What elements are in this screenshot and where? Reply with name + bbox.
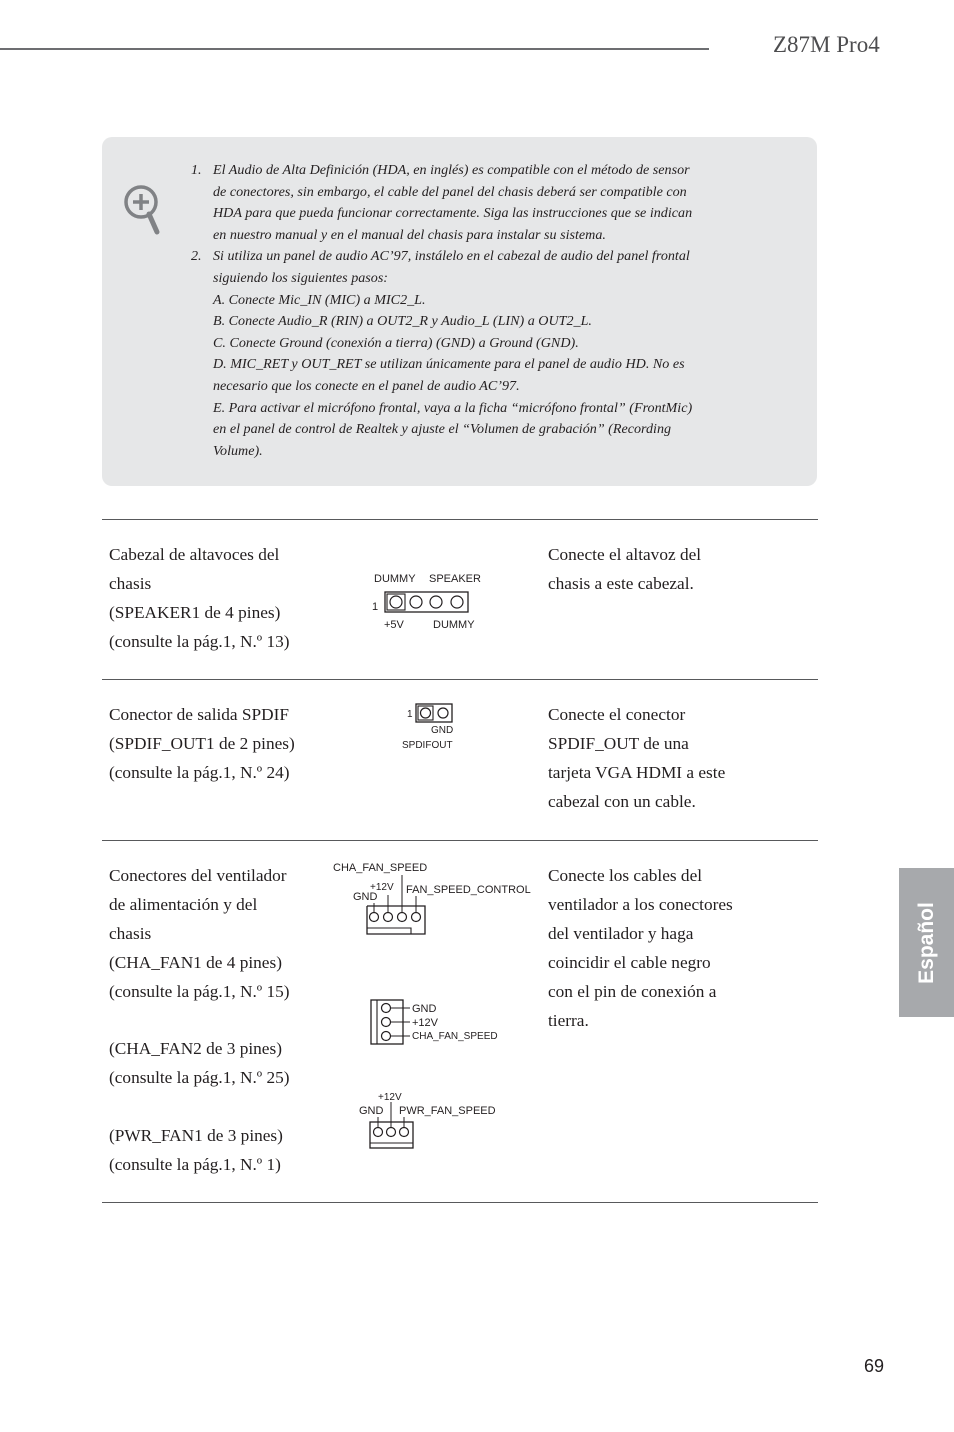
speaker-header-diagram — [370, 568, 495, 639]
note-line: HDA para que pueda funcionar correctamente. Siga las instrucciones que se indican — [213, 205, 693, 222]
note-line: en el panel de control de Realtek y ajuste el “Volumen de grabación” (Recording — [213, 421, 672, 438]
name-line: (consulte la pág.1, N.º 1) — [109, 1155, 281, 1175]
model-title: Z87M Pro4 — [773, 32, 880, 57]
note-line: siguiendo los siguientes pasos: — [213, 269, 388, 286]
spdif-header-desc — [548, 701, 725, 817]
label-fan-speed-control: FAN_SPEED_CONTROL — [406, 884, 531, 896]
note-item — [191, 160, 756, 246]
name-line: (CHA_FAN1 de 4 pines) — [109, 952, 282, 972]
desc-line: chasis a este cabezal. — [548, 573, 694, 593]
language-tab-label: Español — [914, 901, 938, 984]
note-line: de conectores, sin embargo, el cable del panel del chasis deberá ser compatible con — [213, 183, 687, 200]
name-line: (consulte la pág.1, N.º 24) — [109, 762, 290, 782]
note-line: C. Conecte Ground (conexión a tierra) (GND) a Ground (GND). — [213, 334, 579, 351]
fan-connectors-name — [109, 862, 290, 1180]
table-rule — [102, 840, 818, 841]
name-line: Conector de salida SPDIF — [109, 705, 289, 724]
label-pin1: 1 — [407, 709, 413, 720]
desc-line: Conecte el altavoz del — [548, 545, 702, 564]
cha-fan2-diagram — [368, 996, 506, 1053]
name-line: (SPEAKER1 de 4 pines) — [109, 602, 281, 622]
language-tab — [899, 868, 954, 1017]
label-12v: +12V — [378, 1092, 402, 1103]
desc-line: cabezal con un cable. — [548, 791, 696, 811]
name-line: chasis — [109, 573, 152, 593]
label-dummy-bottom: DUMMY — [433, 619, 475, 631]
cha-fan1-diagram — [331, 858, 533, 945]
name-line: (SPDIF_OUT1 de 2 pines) — [109, 733, 295, 753]
name-line: (consulte la pág.1, N.º 25) — [109, 1068, 290, 1088]
label-12v: +12V — [370, 882, 394, 893]
note-line: E. Para activar el micrófono frontal, vaya a la ficha “micrófono frontal” (FrontMic) — [213, 399, 693, 416]
label-pin1: 1 — [372, 601, 379, 613]
note-item — [191, 246, 756, 462]
note-line: en nuestro manual y en el manual del chasis para instalar su sistema. — [213, 226, 606, 243]
label-gnd: GND — [431, 725, 454, 736]
pwr-fan1-diagram — [357, 1088, 497, 1157]
table-rule — [102, 679, 818, 680]
label-5v: +5V — [384, 619, 404, 631]
label-speaker: SPEAKER — [429, 573, 481, 585]
speaker-header-name — [109, 541, 290, 657]
note-line: B. Conecte Audio_R (RIN) a OUT2_R y Audio_L (LIN) a OUT2_L. — [213, 313, 592, 330]
name-line: Conectores del ventilador — [109, 866, 287, 885]
name-line: Cabezal de altavoces del — [109, 545, 280, 564]
note-line: Si utiliza un panel de audio AC’97, instálelo en el cabezal de audio del panel frontal — [213, 248, 690, 265]
speaker-header-desc — [548, 541, 701, 599]
table-rule — [102, 1202, 818, 1203]
desc-line: ventilador a los conectores — [548, 894, 733, 914]
desc-line: con el pin de conexión a — [548, 981, 717, 1001]
spacer — [109, 1007, 290, 1036]
label-cha-fan-speed: CHA_FAN_SPEED — [412, 1031, 498, 1042]
table-rule — [102, 519, 818, 520]
desc-line: coincidir el cable negro — [548, 952, 711, 972]
note-number: 1. — [191, 162, 202, 178]
label-pwr-fan-speed: PWR_FAN_SPEED — [399, 1105, 496, 1117]
name-line: de alimentación y del — [109, 894, 258, 914]
name-line: (consulte la pág.1, N.º 13) — [109, 631, 290, 651]
note-number: 2. — [191, 248, 202, 265]
label-dummy-top: DUMMY — [374, 573, 416, 585]
desc-line: del ventilador y haga — [548, 923, 694, 943]
note-line: A. Conecte Mic_IN (MIC) a MIC2_L. — [213, 291, 426, 308]
name-line: chasis — [109, 923, 152, 943]
name-line: (consulte la pág.1, N.º 15) — [109, 981, 290, 1001]
desc-line: tarjeta VGA HDMI a este — [548, 762, 726, 782]
note-list — [191, 160, 756, 462]
magnifier-icon — [122, 183, 168, 237]
desc-line: SPDIF_OUT de una — [548, 733, 689, 753]
label-spdifout: SPDIFOUT — [402, 740, 453, 751]
label-gnd: GND — [359, 1105, 384, 1117]
spdif-header-name — [109, 701, 295, 788]
desc-line: Conecte el conector — [548, 705, 686, 724]
desc-line: Conecte los cables del — [548, 866, 703, 885]
name-line: (CHA_FAN2 de 3 pines) — [109, 1039, 282, 1059]
desc-line: tierra. — [548, 1010, 589, 1030]
page-number: 69 — [864, 1356, 885, 1376]
note-line: D. MIC_RET y OUT_RET se utilizan únicamente para el panel de audio HD. No es — [213, 356, 685, 373]
note-line: El Audio de Alta Definición (HDA, en inglés) es compatible con el método de sensor — [213, 162, 690, 178]
label-12v: +12V — [412, 1017, 438, 1029]
fan-connectors-desc — [548, 862, 733, 1035]
header-rule — [0, 48, 709, 50]
note-line: necesario que los conecte en el panel de audio AC’97. — [213, 377, 520, 394]
label-gnd: GND — [353, 891, 378, 903]
label-cha-fan-speed: CHA_FAN_SPEED — [333, 862, 428, 874]
name-line: (PWR_FAN1 de 3 pines) — [109, 1126, 283, 1146]
spacer — [109, 1093, 290, 1122]
label-gnd: GND — [412, 1003, 437, 1015]
note-line: Volume). — [213, 442, 263, 459]
spdif-header-diagram — [400, 700, 470, 757]
